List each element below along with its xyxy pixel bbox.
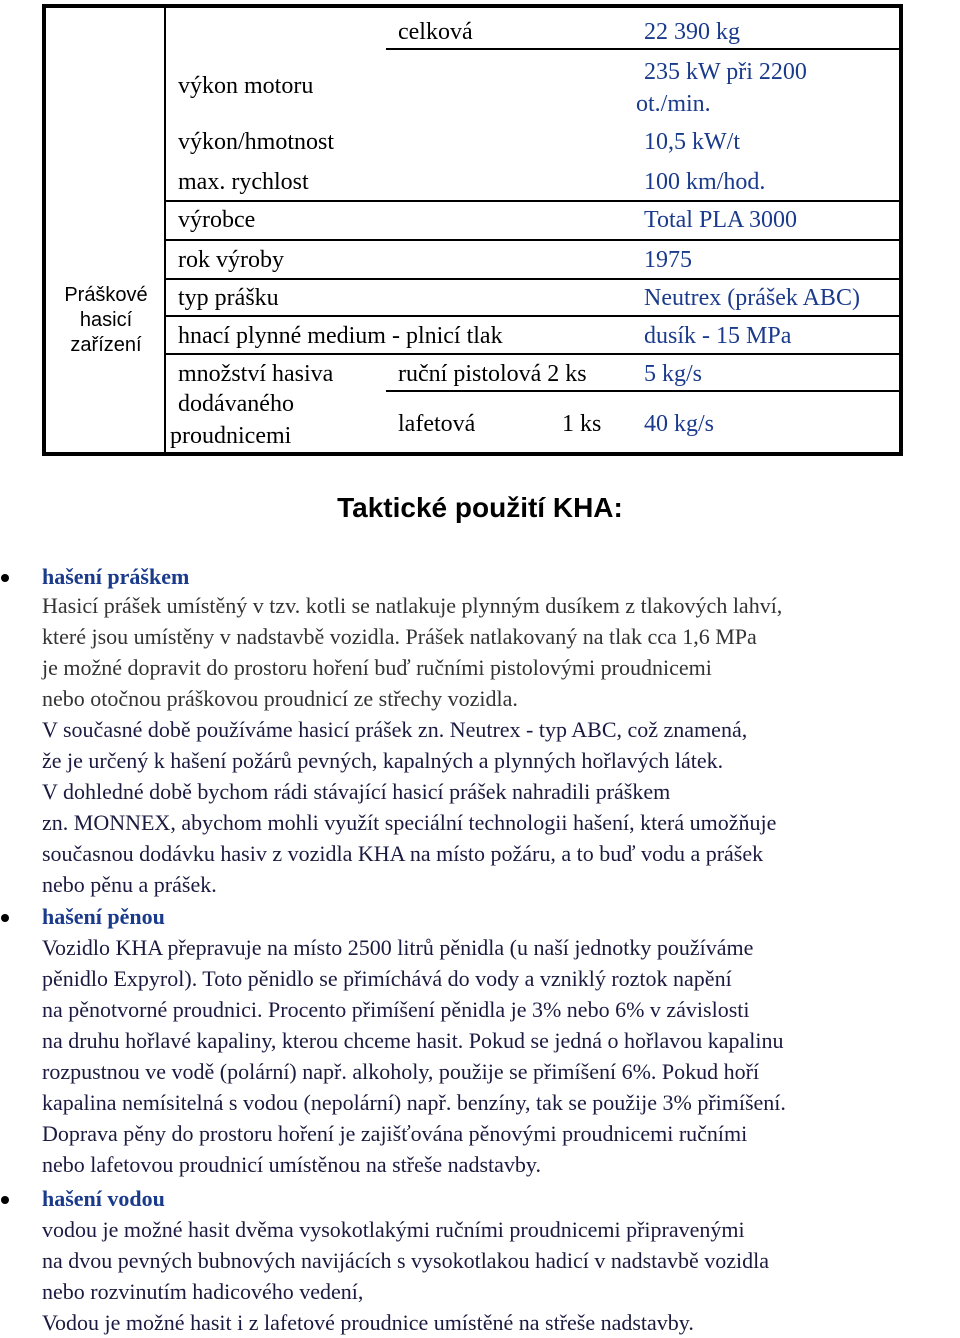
paragraph-line: nebo pěnu a prášek. [42, 872, 217, 897]
speed-label: max. rychlost [178, 169, 309, 195]
paragraph-line: vodou je možné hasit dvěma vysokotlakými ručními proudnicemi připravenými [42, 1217, 745, 1242]
paragraph-line: nebo rozvinutím hadicového vedení, [42, 1279, 364, 1304]
weight-value: 22 390 kg [644, 19, 740, 45]
paragraph-line: Hasicí prášek umístěný v tzv. kotli se natlakuje plynným dusíkem z tlakových lahví, [42, 593, 783, 618]
table-divider [164, 8, 166, 452]
section-title: hašení práškem [42, 564, 190, 589]
paragraph-line: nebo otočnou práškovou proudnicí ze střechy vozidla. [42, 686, 518, 711]
speed-value: 100 km/hod. [644, 169, 766, 195]
table-row-border [164, 278, 903, 280]
powder-type-label: typ prášku [178, 285, 279, 311]
table-row-border [164, 315, 903, 317]
maker-label: výrobce [178, 207, 256, 233]
paragraph-line: Doprava pěny do prostoru hoření je zajišťována pěnovými proudnicemi ručními [42, 1121, 748, 1146]
amount-label-line3: proudnicemi [170, 423, 292, 449]
weight-sublabel: celková [398, 19, 473, 45]
table-row-border [164, 200, 903, 202]
table-row-border [386, 48, 903, 50]
ratio-value: 10,5 kW/t [644, 129, 740, 155]
amount-label-line2: dodávaného [178, 391, 294, 417]
gas-value: dusík - 15 MPa [644, 323, 792, 349]
amount-label-line1: množství hasiva [178, 361, 334, 387]
paragraph-line: že je určený k hašení požárů pevných, kapalných a plynných hořlavých látek. [42, 748, 724, 773]
paragraph-line: zn. MONNEX, abychom mohli využít speciální technologii hašení, která umožňuje [42, 810, 777, 835]
paragraph-line: V současné době používáme hasicí prášek zn. Neutrex - typ ABC, což znamená, [42, 717, 748, 742]
paragraph-line: na druhu hořlavé kapaliny, kterou chceme hasit. Pokud se jedná o hořlavou kapalinu [42, 1028, 784, 1053]
paragraph-line: je možné dopravit do prostoru hoření buď ručními pistolovými proudnicemi [42, 655, 712, 680]
specification-table [42, 4, 903, 456]
monitor-value: 40 kg/s [644, 411, 715, 437]
monitor-label: lafetová [398, 411, 476, 437]
ratio-label: výkon/hmotnost [178, 129, 335, 155]
bullet-icon [1, 914, 9, 922]
year-label: rok výroby [178, 247, 284, 273]
paragraph-line: Vodou je možné hasit i z lafetové proudnice umístěné na střeše nadstavby. [42, 1310, 694, 1335]
paragraph-line: nebo lafetovou proudnicí umístěnou na střeše nadstavby. [42, 1152, 541, 1177]
gas-label: hnací plynné medium - plnicí tlak [178, 323, 503, 349]
powder-type-value: Neutrex (prášek ABC) [644, 285, 860, 311]
paragraph-line: kapalina nemísitelná s vodou (nepolární) např. benzíny, tak se použije 3% přimíšení. [42, 1090, 786, 1115]
maker-value: Total PLA 3000 [644, 207, 797, 233]
paragraph-line: V dohledné době bychom rádi stávající hasicí prášek nahradili práškem [42, 779, 671, 804]
table-side-label: Práškové hasicí zařízení [64, 284, 148, 356]
paragraph-line: Vozidlo KHA přepravuje na místo 2500 litrů pěnidla (u naší jednotky používáme [42, 935, 754, 960]
paragraph-line: na pěnotvorné proudnici. Procento přimíšení pěnidla je 3% nebo 6% v závislosti [42, 997, 750, 1022]
engine-value-line2: ot./min. [636, 91, 711, 117]
section-title: hašení vodou [42, 1186, 165, 1211]
monitor-count: 1 ks [562, 411, 602, 437]
section-title: hašení pěnou [42, 904, 165, 929]
engine-value-line1: 235 kW při 2200 [644, 59, 807, 85]
engine-label: výkon motoru [178, 73, 314, 99]
table-row-border [164, 239, 903, 241]
paragraph-line: rozpustnou ve vodě (polární) např. alkoholy, použije se přimíšení 6%. Pokud hoří [42, 1059, 760, 1084]
paragraph-line: na dvou pevných bubnových navijácích s vysokotlakou hadicí v nadstavbě vozidla [42, 1248, 770, 1273]
bullet-icon [1, 1196, 9, 1204]
paragraph-line: současnou dodávku hasiv z vozidla KHA na místo požáru, a to buď vodu a prášek [42, 841, 764, 866]
bullet-icon [1, 574, 9, 582]
table-row-border [386, 390, 903, 392]
year-value: 1975 [644, 247, 692, 273]
table-row-border [164, 353, 903, 355]
hand-nozzle-label: ruční pistolová 2 ks [398, 361, 587, 387]
paragraph-line: které jsou umístěny v nadstavbě vozidla. Prášek natlakovaný na tlak cca 1,6 MPa [42, 624, 757, 649]
hand-nozzle-value: 5 kg/s [644, 361, 703, 387]
paragraph-line: pěnidlo Expyrol). Toto pěnidlo se přimíchává do vody a vzniklý roztok napění [42, 966, 732, 991]
page-title: Taktické použití KHA: [337, 492, 623, 523]
